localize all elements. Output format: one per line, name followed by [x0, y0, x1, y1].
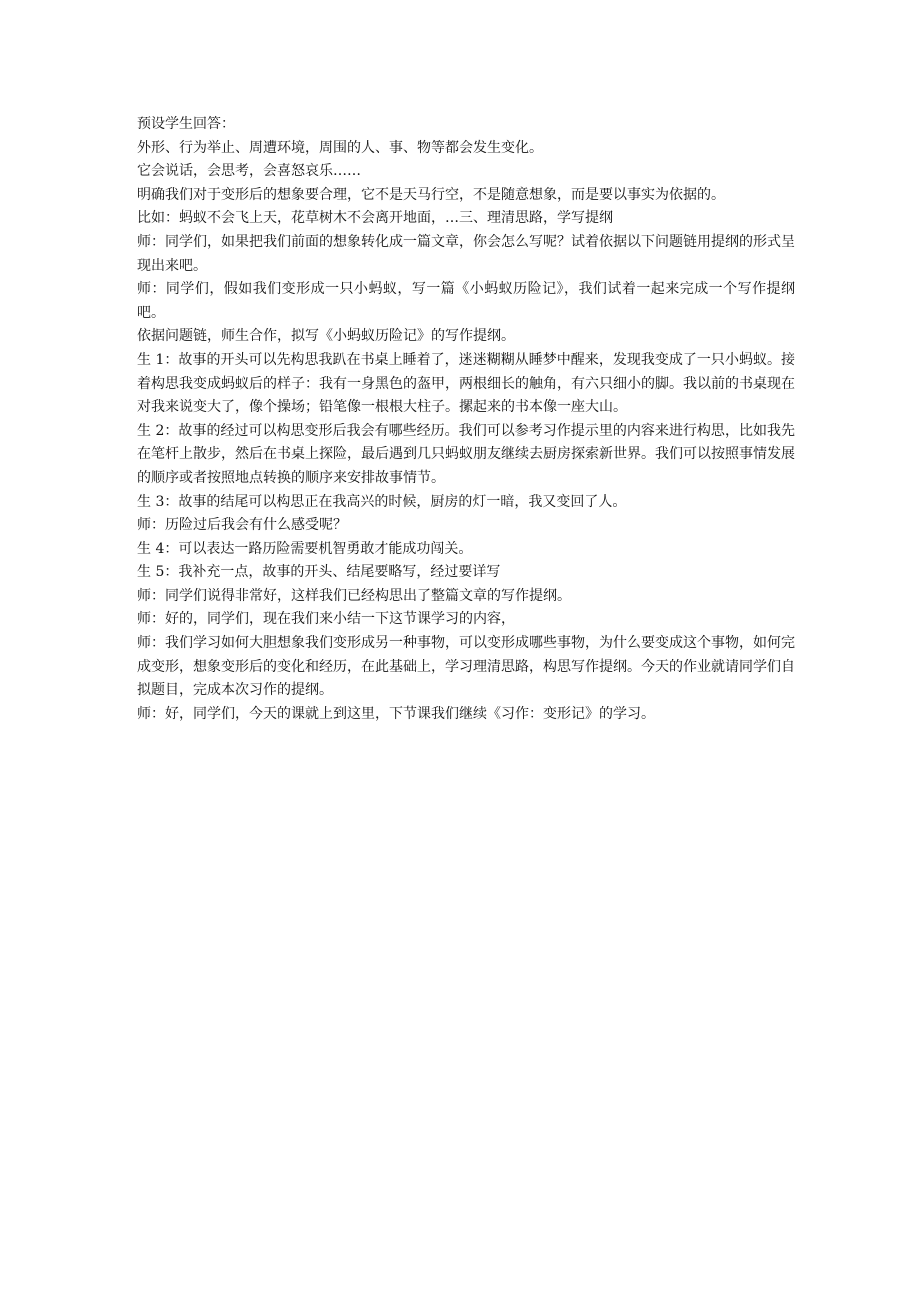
paragraph: 师：我们学习如何大胆想象我们变形成另一种事物，可以变形成哪些事物，为什么要变成这个事物，如何完成变形，想象变形后的变化和经历，在此基础上，学习理清思路，构思写作提纲。今天的作业就请同学们自拟题目，完成本次习作的提纲。	[137, 635, 795, 699]
paragraph: 师：同学们，假如我们变形成一只小蚂蚁，写一篇《小蚂蚁历险记》，我们试着一起来完成一个写作提纲吧。	[137, 281, 795, 321]
paragraph: 师：历险过后我会有什么感受呢？	[137, 517, 347, 534]
paragraph: 师：同学们，如果把我们前面的想象转化成一篇文章，你会怎么写呢？试着依据以下问题链用提纲的形式呈现出来吧。	[137, 233, 795, 274]
paragraph: 生 5：我补充一点，故事的开头、结尾要略写，经过要详写	[137, 564, 501, 581]
paragraph: 比如：蚂蚁不会飞上天，花草树木不会离开地面，…三、理清思路，学写提纲	[137, 210, 613, 227]
paragraph: 预设学生回答：	[137, 116, 235, 132]
paragraph: 师：好的，同学们，现在我们来小结一下这节课学习的内容，	[137, 611, 515, 628]
paragraph: 外形、行为举止、周遭环境，周围的人、事、物等都会发生变化。	[137, 139, 543, 156]
paragraph: 师：好，同学们，今天的课就上到这里，下节课我们继续《习作：变形记》的学习。	[137, 705, 655, 722]
paragraph: 师：同学们说得非常好，这样我们已经构思出了整篇文章的写作提纲。	[137, 587, 571, 604]
paragraph: 生 1：故事的开头可以先构思我趴在书桌上睡着了，迷迷糊糊从睡梦中醒来，发现我变成了一只小蚂蚁。接着构思我变成蚂蚁后的样子：我有一身黑色的盔甲，两根细长的触角，有六只细小的脚。我以前的书桌现在对我来说变大了，像个操场；铅笔像一根根大柱子。摞起来的书本像一座大山。	[137, 351, 795, 416]
paragraph: 生 2：故事的经过可以构思变形后我会有哪些经历。我们可以参考习作提示里的内容来进行构思，比如我先在笔杆上散步，然后在书桌上探险，最后遇到几只蚂蚁朋友继续去厨房探索新世界。我们可以按照事情发展的顺序或者按照地点转换的顺序来安排故事情节。	[137, 422, 795, 486]
document-body	[137, 113, 795, 726]
paragraph: 明确我们对于变形后的想象要合理，它不是天马行空，不是随意想象，而是要以事实为依据的。	[137, 186, 725, 203]
paragraph: 生 3：故事的结尾可以构思正在我高兴的时候，厨房的灯一暗，我又变回了人。	[137, 493, 627, 510]
paragraph: 依据问题链，师生合作，拟写《小蚂蚁历险记》的写作提纲。	[137, 328, 515, 345]
paragraph: 生 4：可以表达一路历险需要机智勇敢才能成功闯关。	[137, 540, 473, 557]
paragraph: 它会说话，会思考，会喜怒哀乐……	[137, 163, 361, 180]
